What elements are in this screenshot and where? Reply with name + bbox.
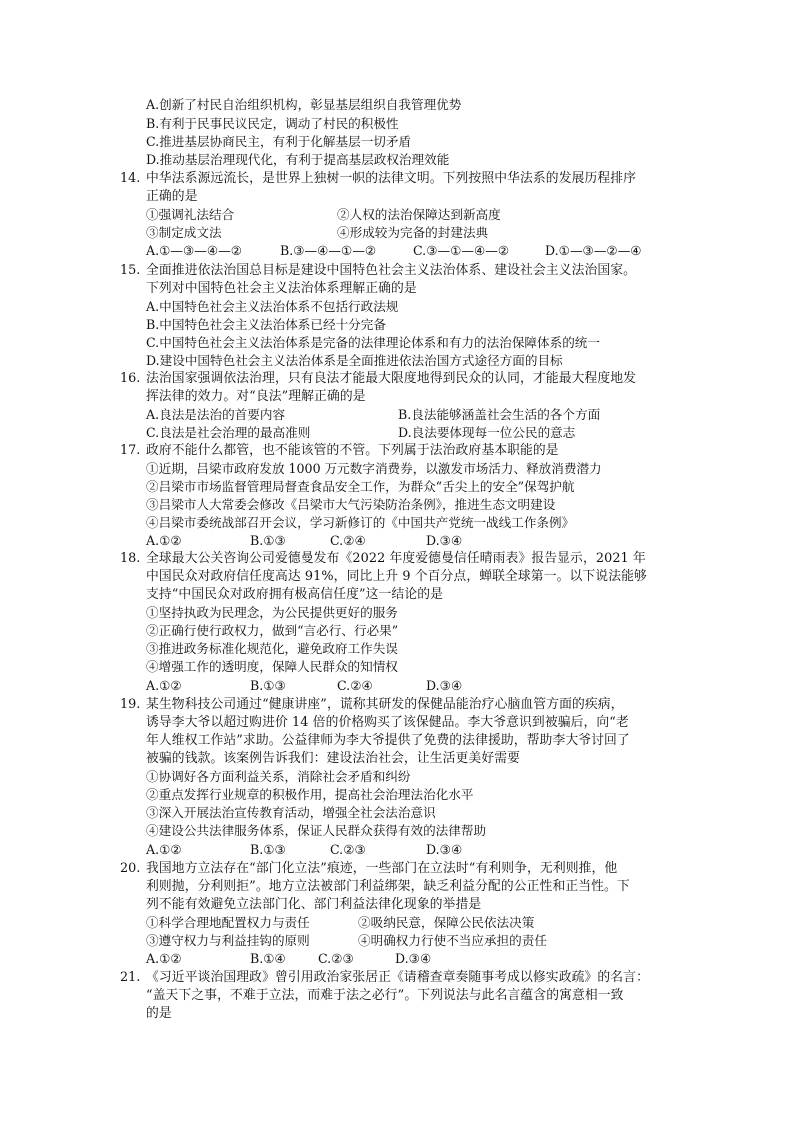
q13-option-a: A.创新了村民自治组织机构，彰显基层组织自我管理优势 (146, 97, 462, 112)
question-stem: 中国民众对政府信任度高达 91%，同比上升 9 个百分点，蝉联全球第一。以下说法能够 (146, 569, 647, 584)
question-stem: 政府不能什么都管，也不能该管的不管。下列属于法治政府基本职能的是 (146, 443, 559, 458)
statement-item: ①协调好各方面利益关系，消除社会矛盾和纠纷 (146, 769, 411, 784)
answer-choice: B.③—④—①—② (280, 243, 377, 258)
statement-item: ②吸纳民意，保障公民依法决策 (358, 915, 535, 930)
answer-choice: B.①④ (250, 951, 286, 966)
question-stem: “盖天下之事，不难于立法，而难于法之必行”。下列说法与此名言蕴含的寓意相一致 (146, 988, 624, 1003)
question-number: 19. (120, 697, 141, 712)
answer-choice: C.②④ (337, 678, 373, 693)
statement-item: ③深入开展法治宣传教育活动，增强全社会法治意识 (146, 805, 436, 820)
answer-choice: A.①② (146, 842, 182, 857)
question-stem: 被骗的钱款。该案例告诉我们：建设法治社会，让生活更美好需要 (146, 751, 521, 766)
statement-item: ②正确行使行政权力，做到“言必行、行必果” (146, 623, 399, 638)
statement-item: ②吕梁市市场监督管理局督查食品安全工作，为群众“舌尖上的安全”保驾护航 (146, 479, 575, 494)
answer-choice: B.①③ (250, 533, 286, 548)
question-stem: 《习近平谈治国理政》曾引用政治家张居正《请稽查章奏随事考成以修实政疏》的名言： (146, 970, 649, 985)
answer-choice: D.良法要体现每一位公民的意志 (398, 425, 576, 440)
answer-choice: D.③④ (426, 533, 463, 548)
question-stem: 的是 (146, 1006, 172, 1021)
question-stem: 下列对中国特色社会主义法治体系理解正确的是 (146, 281, 417, 296)
statement-item: ④增强工作的透明度，保障人民群众的知情权 (146, 659, 398, 674)
question-stem: 我国地方立法存在“部门化立法”痕迹，一些部门在立法时“有利则争，无利则推，他 (146, 861, 618, 876)
answer-choice: D.①—③—②—④ (545, 243, 642, 258)
statement-item: ④明确权力行使不当应承担的责任 (358, 933, 547, 948)
answer-choice: A.①—③—④—② (146, 243, 243, 258)
question-number: 14. (120, 171, 141, 186)
answer-choice: D.③④ (426, 842, 463, 857)
statement-item: ③推进政务标准化规范化，避免政府工作失误 (146, 641, 398, 656)
answer-choice: A.①② (146, 533, 182, 548)
question-stem: 法治国家强调依法治理，只有良法才能最大限度地得到民众的认同，才能最大程度地发 (146, 371, 637, 386)
question-number: 17. (120, 443, 141, 458)
question-number: 16. (120, 371, 141, 386)
question-stem: 年人维权工作站”求助。公益律师为李大爷提供了免费的法律援助，帮助李大爷讨回了 (146, 733, 630, 748)
question-stem: 支持“中国民众对政府拥有极高信任度”这一结论的是 (146, 587, 444, 602)
answer-choice: D.③④ (426, 678, 463, 693)
statement-item: ②重点发挥行业规章的积极作用，提高社会治理法治化水平 (146, 787, 474, 802)
statement-item: ③遵守权力与利益挂钩的原则 (146, 933, 310, 948)
question-stem: 某生物科技公司通过“健康讲座”，谎称其研发的保健品能治疗心脑血管方面的疾病， (146, 697, 624, 712)
question-number: 15. (120, 263, 141, 278)
answer-choice: C.②③ (318, 951, 354, 966)
answer-choice: B.①③ (250, 842, 286, 857)
answer-choice: A.良法是法治的首要内容 (146, 407, 286, 422)
statement-item: ④吕梁市委统战部召开会议，学习新修订的《中国共产党统一战线工作条例》 (146, 515, 575, 530)
answer-choice: C.良法是社会治理的最高准则 (146, 425, 311, 440)
statement-item: ①坚持执政为民理念，为公民提供更好的服务 (146, 605, 398, 620)
statement-item: ③制定成文法 (146, 225, 222, 240)
answer-choice: B.①③ (250, 678, 286, 693)
statement-item: ①强调礼法结合 (146, 207, 235, 222)
answer-choice: A.中国特色社会主义法治体系不包括行政法规 (146, 299, 399, 314)
answer-choice: C.②④ (330, 533, 366, 548)
answer-choice: A.①② (146, 951, 182, 966)
statement-item: ②人权的法治保障达到新高度 (337, 207, 501, 222)
answer-choice: C.②③ (330, 842, 366, 857)
question-stem: 诱导李大爷以超过购进价 14 倍的价格购买了该保健品。李大爷意识到被骗后，向“老 (146, 715, 629, 730)
statement-item: ①近期，吕梁市政府发放 1000 万元数字消费券，以激发市场活力、释放消费潜力 (146, 461, 602, 476)
question-stem: 全球最大公关咨询公司爱德曼发布《2022 年度爱德曼信任晴雨表》报告显示，2021 年 (146, 551, 646, 566)
question-stem: 挥法律的效力。对“良法”理解正确的是 (146, 389, 366, 404)
question-stem: 全面推进依法治国总目标是建设中国特色社会主义法治体系、建设社会主义法治国家。 (146, 263, 637, 278)
question-number: 18. (120, 551, 141, 566)
statement-item: ①科学合理地配置权力与责任 (146, 915, 310, 930)
answer-choice: B.良法能够涵盖社会生活的各个方面 (398, 407, 601, 422)
question-stem: 中华法系源远流长，是世界上独树一帜的法律文明。下列按照中华法系的发展历程排序 (146, 171, 637, 186)
answer-choice: C.中国特色社会主义法治体系是完备的法律理论体系和有力的法治保障体系的统一 (146, 335, 600, 350)
answer-choice: C.③—①—④—② (413, 243, 510, 258)
statement-item: ④建设公共法律服务体系，保证人民群众获得有效的法律帮助 (146, 823, 487, 838)
q13-option-c: C.推进基层协商民主，有利于化解基层一切矛盾 (146, 134, 412, 149)
statement-item: ③吕梁市人大常委会修改《吕梁市大气污染防治条例》，推进生态文明建设 (146, 497, 556, 512)
question-stem: 利则抛，分利则拒”。地方立法被部门利益绑架，缺乏利益分配的公正性和正当性。下 (146, 879, 630, 894)
answer-choice: A.①② (146, 678, 182, 693)
question-stem: 正确的是 (146, 189, 198, 204)
statement-item: ④形成较为完备的封建法典 (337, 225, 489, 240)
answer-choice: D.③④ (395, 951, 432, 966)
q13-option-d: D.推动基层治理现代化，有利于提高基层政权治理效能 (146, 152, 450, 167)
question-number: 20. (120, 861, 141, 876)
answer-choice: D.建设中国特色社会主义法治体系是全面推进依法治国方式途径方面的目标 (146, 353, 563, 368)
q13-option-b: B.有利于民事民议民定，调动了村民的积极性 (146, 116, 399, 131)
answer-choice: B.中国特色社会主义法治体系已经十分完备 (146, 317, 386, 332)
question-stem: 列不能有效避免立法部门化、部门利益法律化现象的举措是 (146, 897, 482, 912)
question-number: 21. (120, 970, 141, 985)
